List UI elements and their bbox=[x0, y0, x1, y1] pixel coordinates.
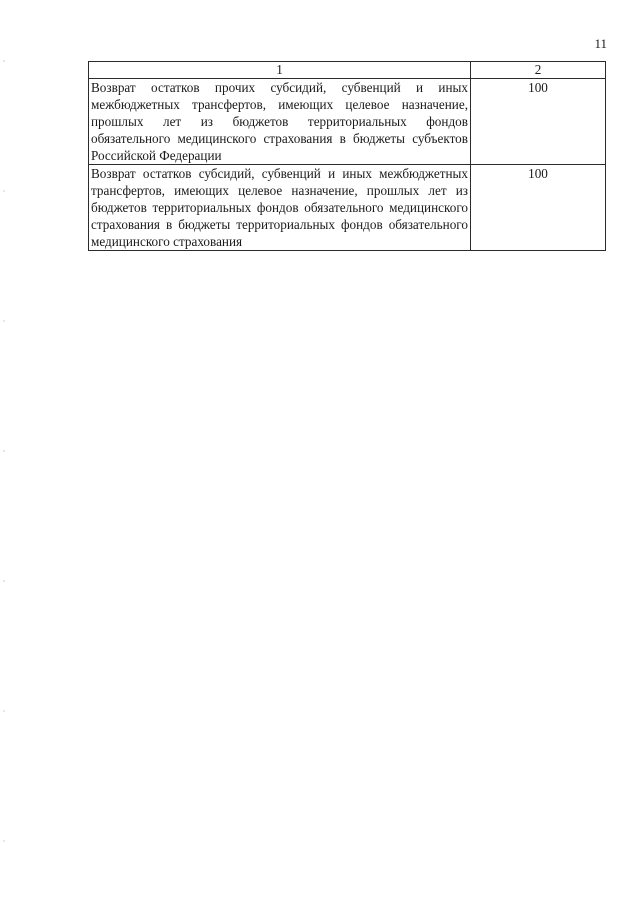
row-value: 100 bbox=[471, 165, 606, 251]
row-description: Возврат остатков субсидий, субвенций и иных межбюджетных трансфертов, имеющих целевое назначение, прошлых лет из бюджетов территориальных фондов обязательного медицинского страхования в бюджеты территориальных фондов обязательного медицинского страхования bbox=[89, 165, 471, 251]
column-header-1: 1 bbox=[89, 62, 471, 79]
row-value: 100 bbox=[471, 79, 606, 165]
document-table bbox=[88, 61, 606, 251]
page-number: 11 bbox=[594, 36, 607, 51]
scan-edge-marks bbox=[3, 0, 5, 905]
table-row bbox=[89, 165, 606, 251]
row-description: Возврат остатков прочих субсидий, субвенций и иных межбюджетных трансфертов, имеющих целевое назначение, прошлых лет из бюджетов территориальных фондов обязательного медицинского страхования в бюджеты субъектов Российской Федерации bbox=[89, 79, 471, 165]
table-row bbox=[89, 79, 606, 165]
column-header-2: 2 bbox=[471, 62, 606, 79]
table-header-row bbox=[89, 62, 606, 79]
